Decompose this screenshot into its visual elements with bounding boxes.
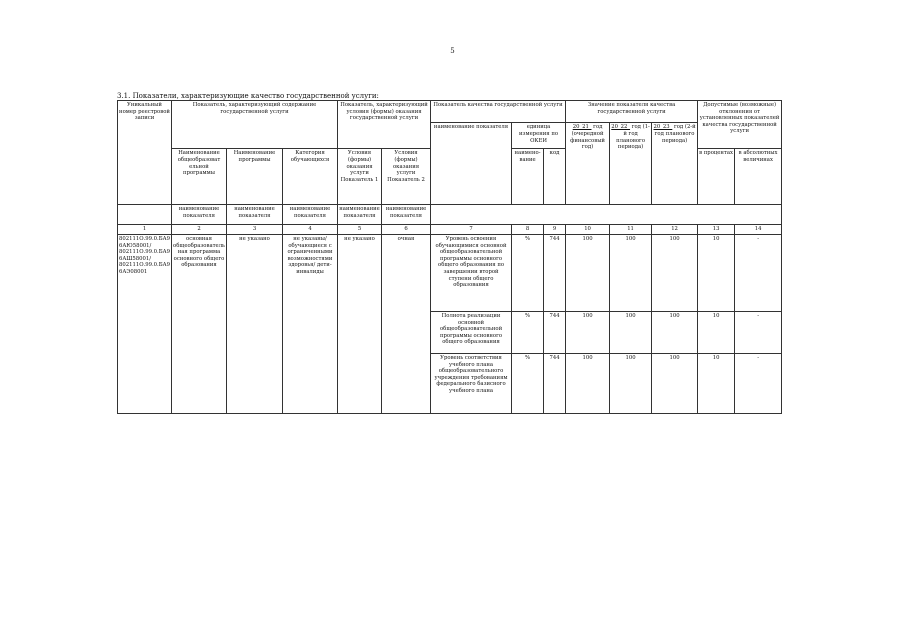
column-number-row	[118, 225, 782, 235]
indicator-y2: 100	[610, 353, 652, 413]
header-in-absolute: в абсолютных величинах	[735, 149, 782, 205]
indicator-pct: 10	[698, 353, 735, 413]
col-num: 8	[512, 225, 544, 235]
page-number: 5	[450, 47, 455, 55]
header-unit-code: код	[544, 149, 566, 205]
indicator-y3: 100	[652, 311, 698, 353]
indicator-y1: 100	[566, 353, 610, 413]
col-num: 11	[610, 225, 652, 235]
col-num: 6	[382, 225, 431, 235]
table-row	[118, 234, 782, 311]
indicator-unit: %	[512, 234, 544, 311]
name-of-indicator-2: наименование показателя	[227, 205, 283, 225]
sub-content-2: Наименование программы	[227, 149, 283, 205]
indicator-y2: 100	[610, 311, 652, 353]
indicator-y1: 100	[566, 311, 610, 353]
category-value: не указаны/ обучающиеся с ограниченными возможностями здоровья/ дети-инвалиды	[283, 234, 338, 413]
col-num: 9	[544, 225, 566, 235]
header-year3: 20_23_ год (2-й год планового периода)	[652, 123, 698, 205]
name-of-indicator-1: наименование показателя	[172, 205, 227, 225]
indicator-name: Уровень освоения обучающимися основной общеобразовательной программы основного общего образования по завершении второй ступени общего образования	[431, 234, 512, 311]
header-deviation: Допустимые (возможные) отклонения от установленных показателей качества государственной услуги	[698, 101, 782, 149]
indicator-code: 744	[544, 311, 566, 353]
header-content: Показатель, характеризующий содержание государственной услуги	[172, 101, 338, 123]
indicator-pct: 10	[698, 311, 735, 353]
indicator-y2: 100	[610, 234, 652, 311]
program-value: основная общеобразовательная программа основного общего образования	[172, 234, 227, 413]
header-unit-name: наимено-вание	[512, 149, 544, 205]
sub-cond-1: Условия (формы) оказания услуги Показатель 1	[338, 149, 382, 205]
header-quality-name: наименование показателя	[431, 123, 512, 205]
col-num: 13	[698, 225, 735, 235]
indicator-abs: -	[735, 311, 782, 353]
name-of-indicator-4: наименование показателя	[338, 205, 382, 225]
indicator-name: Полнота реализации основной общеобразовательной программы основного общего образования	[431, 311, 512, 353]
sub-content-3: Категория обучающихся	[283, 149, 338, 205]
program-name-value: не указано	[227, 234, 283, 413]
indicator-abs: -	[735, 353, 782, 413]
name-of-indicator-5: наименование показателя	[382, 205, 431, 225]
indicator-y3: 100	[652, 353, 698, 413]
indicator-unit: %	[512, 353, 544, 413]
col-num: 5	[338, 225, 382, 235]
header-registry: Уникальный номер реестровой записи	[118, 101, 172, 205]
col-num: 14	[735, 225, 782, 235]
header-in-percent: в процентах	[698, 149, 735, 205]
col-num: 7	[431, 225, 512, 235]
col-num: 4	[283, 225, 338, 235]
quality-table	[117, 100, 782, 414]
col-num: 1	[118, 225, 172, 235]
header-conditions: Показатель, характеризующий условия (формы) оказания государственной услуги	[338, 101, 431, 123]
indicator-name: Уровень соответствия учебного плана общеобразовательного учреждения требованиям федерального базисного учебного плана	[431, 353, 512, 413]
section-title: 3.1. Показатели, характеризующие качество государственной услуги:	[117, 92, 379, 100]
indicator-abs: -	[735, 234, 782, 311]
col-num: 10	[566, 225, 610, 235]
header-year2: 20_22_ год (1-й год планового периода)	[610, 123, 652, 205]
indicator-y3: 100	[652, 234, 698, 311]
col-num: 12	[652, 225, 698, 235]
header-unit-okei: единица измерения по ОКЕИ	[512, 123, 566, 149]
header-value: Значение показателя качества государственной услуги	[566, 101, 698, 123]
indicator-unit: %	[512, 311, 544, 353]
sub-content-1: Наименование общеобразоват ельной программы	[172, 149, 227, 205]
col-num: 2	[172, 225, 227, 235]
header-year1: 20_21_ год (очередной финансовый год)	[566, 123, 610, 205]
cond1-value: не указано	[338, 234, 382, 413]
indicator-y1: 100	[566, 234, 610, 311]
col-num: 3	[227, 225, 283, 235]
name-of-indicator-3: наименование показателя	[283, 205, 338, 225]
indicator-pct: 10	[698, 234, 735, 311]
sub-cond-2: Условия (формы) оказания услуги Показатель 2	[382, 149, 431, 205]
header-quality: Показатель качества государственной услуги	[431, 101, 566, 123]
cond2-value: очная	[382, 234, 431, 413]
indicator-code: 744	[544, 353, 566, 413]
registry-number: 802111О.99.0.БА96АЮ58001/ 802111О.99.0.БА96АШ58001/ 802111О.99.0.БА96АЭ08001	[118, 234, 172, 413]
indicator-code: 744	[544, 234, 566, 311]
